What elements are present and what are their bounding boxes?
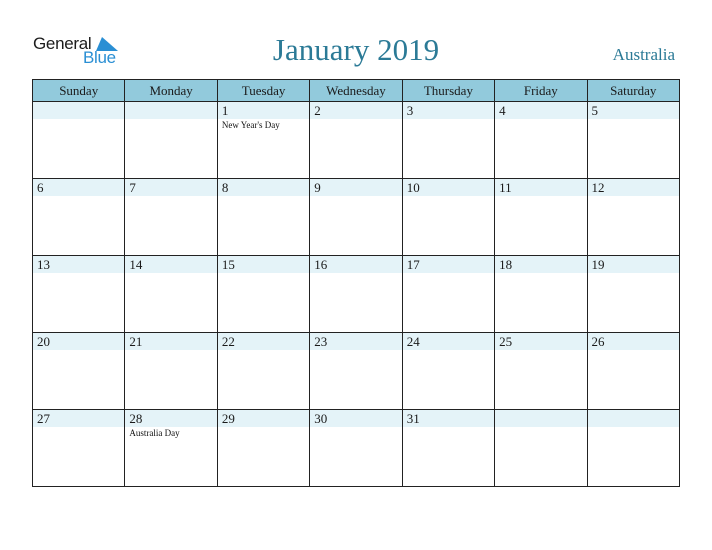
weekday-header-tuesday: Tuesday <box>217 80 309 102</box>
day-cell <box>402 410 494 487</box>
day-number: 7 <box>125 179 216 196</box>
day-cell <box>310 333 402 410</box>
day-number: 8 <box>218 179 309 196</box>
day-cell <box>125 410 217 487</box>
day-cell <box>402 256 494 333</box>
day-cell <box>310 256 402 333</box>
week-row <box>33 102 680 179</box>
weekday-header-saturday: Saturday <box>587 80 679 102</box>
day-number <box>495 410 586 427</box>
week-row <box>33 179 680 256</box>
day-cell <box>33 333 125 410</box>
day-number: 25 <box>495 333 586 350</box>
day-number: 21 <box>125 333 216 350</box>
day-cell <box>125 102 217 179</box>
day-number: 9 <box>310 179 401 196</box>
logo-word-general: General <box>33 34 92 53</box>
day-number: 6 <box>33 179 124 196</box>
day-cell <box>33 256 125 333</box>
weekday-header-row <box>33 80 680 102</box>
week-row <box>33 333 680 410</box>
day-number: 17 <box>403 256 494 273</box>
day-number: 29 <box>218 410 309 427</box>
day-cell <box>587 410 679 487</box>
day-cell <box>310 410 402 487</box>
day-cell <box>587 102 679 179</box>
day-cell <box>217 179 309 256</box>
calendar-title: January 2019 <box>272 32 440 67</box>
day-number <box>125 102 216 119</box>
day-number: 18 <box>495 256 586 273</box>
day-cell <box>495 410 587 487</box>
week-row <box>33 256 680 333</box>
day-number: 15 <box>218 256 309 273</box>
day-number <box>588 410 679 427</box>
day-number: 11 <box>495 179 586 196</box>
month-calendar <box>32 79 680 487</box>
day-number: 22 <box>218 333 309 350</box>
day-number: 4 <box>495 102 586 119</box>
day-number: 14 <box>125 256 216 273</box>
weekday-header-sunday: Sunday <box>33 80 125 102</box>
day-cell <box>402 102 494 179</box>
day-cell <box>33 410 125 487</box>
day-number: 24 <box>403 333 494 350</box>
weekday-header-thursday: Thursday <box>402 80 494 102</box>
day-cell <box>125 179 217 256</box>
day-number: 3 <box>403 102 494 119</box>
day-number: 13 <box>33 256 124 273</box>
day-cell <box>495 102 587 179</box>
weekday-header-wednesday: Wednesday <box>310 80 402 102</box>
day-number: 5 <box>588 102 679 119</box>
day-cell <box>217 333 309 410</box>
day-cell <box>125 333 217 410</box>
day-number <box>33 102 124 119</box>
day-number: 2 <box>310 102 401 119</box>
day-number: 26 <box>588 333 679 350</box>
day-cell <box>310 179 402 256</box>
day-number: 23 <box>310 333 401 350</box>
day-cell <box>587 333 679 410</box>
day-cell <box>33 179 125 256</box>
day-cell <box>587 179 679 256</box>
day-cell <box>125 256 217 333</box>
day-number: 16 <box>310 256 401 273</box>
logo-word-blue: Blue <box>83 48 116 67</box>
day-cell <box>402 179 494 256</box>
day-number: 10 <box>403 179 494 196</box>
day-cell <box>217 256 309 333</box>
day-cell <box>495 256 587 333</box>
week-row <box>33 410 680 487</box>
weekday-header-friday: Friday <box>495 80 587 102</box>
holiday-label: New Year's Day <box>221 120 280 130</box>
day-number: 28 <box>125 410 216 427</box>
day-cell <box>495 179 587 256</box>
day-number: 20 <box>33 333 124 350</box>
holiday-label: Australia Day <box>129 428 180 438</box>
day-cell <box>495 333 587 410</box>
day-cell <box>402 333 494 410</box>
day-cell <box>587 256 679 333</box>
country-label: Australia <box>612 45 675 64</box>
day-number: 27 <box>33 410 124 427</box>
day-cell <box>217 410 309 487</box>
day-number: 12 <box>588 179 679 196</box>
day-number: 31 <box>403 410 494 427</box>
day-number: 19 <box>588 256 679 273</box>
day-number: 30 <box>310 410 401 427</box>
weekday-header-monday: Monday <box>125 80 217 102</box>
day-cell <box>217 102 309 179</box>
day-cell <box>310 102 402 179</box>
day-cell <box>33 102 125 179</box>
day-number: 1 <box>218 102 309 119</box>
